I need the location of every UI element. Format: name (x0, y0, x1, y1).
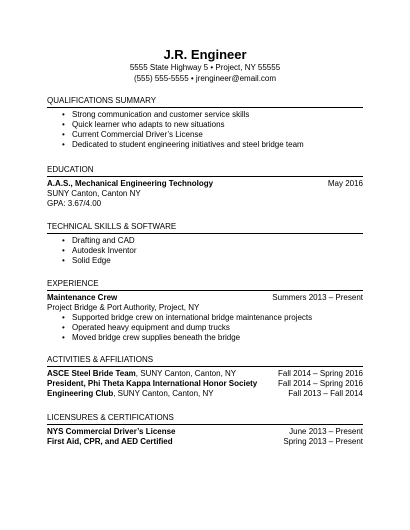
activity-dates: Fall 2014 – Spring 2016 (278, 379, 363, 388)
education-row (47, 179, 363, 189)
activity-org: Engineering Club (47, 389, 114, 398)
education-section (47, 165, 363, 209)
activity-org: ASCE Steel Bride Team (47, 369, 136, 378)
activity-location: , SUNY Canton, Canton, NY (113, 389, 214, 398)
resume-header (0, 47, 410, 84)
section-title: EXPERIENCE (47, 279, 363, 291)
employer: Project Bridge & Port Authority, Project, NY (47, 303, 200, 312)
list-item: • Quick learner who adapts to new situations (47, 120, 363, 130)
activity-row (47, 389, 363, 399)
job-role: Maintenance Crew (47, 293, 118, 302)
section-title: ACTIVITIES & AFFILIATIONS (47, 355, 363, 367)
section-title: EDUCATION (47, 165, 363, 177)
activity-org: President, Phi Theta Kappa International Honor Society (47, 379, 258, 388)
list-item: • Autodesk Inventor (47, 246, 363, 256)
list-item: • Dedicated to student engineering initiatives and steel bridge team (47, 140, 363, 150)
qualifications-list (47, 110, 363, 150)
list-item: • Operated heavy equipment and dump trucks (47, 323, 363, 333)
gpa: GPA: 3.67/4.00 (47, 199, 102, 208)
activities-section (47, 355, 363, 399)
license-dates: Spring 2013 – Present (283, 437, 363, 446)
school: SUNY Canton, Canton NY (47, 189, 141, 198)
activity-location: , SUNY Canton, Canton, NY (135, 369, 237, 378)
license-row (47, 427, 363, 437)
section-title: TECHNICAL SKILLS & SOFTWARE (47, 222, 363, 234)
list-item: • Strong communication and customer service skills (47, 110, 363, 120)
list-item: • Supported bridge crew on international bridge maintenance projects (47, 313, 363, 323)
section-title: LICENSURES & CERTIFICATIONS (47, 413, 363, 425)
license-dates: June 2013 – Present (289, 427, 363, 436)
experience-row (47, 293, 363, 303)
section-title: QUALIFICATIONS SUMMARY (47, 96, 363, 108)
activity-row (47, 379, 363, 389)
degree: A.A.S., Mechanical Engineering Technology (47, 179, 214, 188)
list-item: • Moved bridge crew supplies beneath the bridge (47, 333, 363, 343)
activity-dates: Fall 2014 – Spring 2016 (278, 369, 363, 378)
job-dates: Summers 2013 – Present (272, 293, 363, 302)
licenses-section (47, 413, 363, 447)
contact-line: (555) 555-5555 • jrengineer@email.com (133, 74, 277, 83)
list-item: • Drafting and CAD (47, 236, 363, 246)
experience-section (47, 279, 363, 343)
list-item: • Current Commercial Driver’s License (47, 130, 363, 140)
license-row (47, 437, 363, 447)
activity-row (47, 369, 363, 379)
list-item: • Solid Edge (47, 256, 363, 266)
qualifications-section (47, 96, 363, 150)
license-name: NYS Commercial Driver’s License (47, 427, 176, 436)
experience-list (47, 313, 363, 343)
skills-list (47, 236, 363, 266)
license-name: First Aid, CPR, and AED Certified (47, 437, 173, 446)
candidate-name: J.R. Engineer (163, 47, 247, 62)
activity-dates: Fall 2013 – Fall 2014 (288, 389, 363, 398)
skills-section (47, 222, 363, 266)
graduation-date: May 2016 (327, 179, 363, 188)
address-line: 5555 State Highway 5 • Project, NY 55555 (129, 63, 281, 72)
